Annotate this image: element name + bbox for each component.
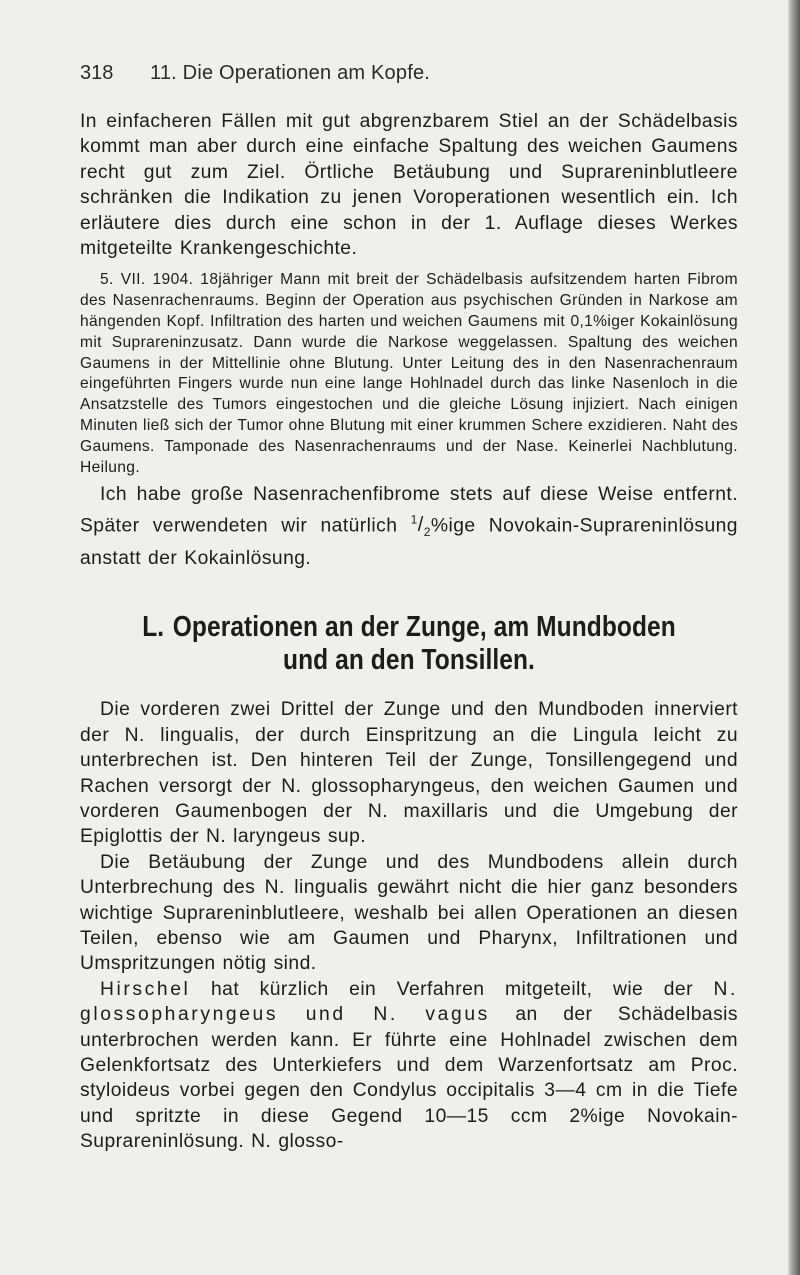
fraction-numerator: 1: [410, 512, 418, 527]
section-letter: L.: [142, 611, 165, 644]
page-edge-shadow: [788, 0, 800, 1275]
paragraph-hirschel: [80, 977, 738, 1155]
fraction-one-half: $^1/_2$: [410, 512, 431, 540]
paragraph-fibroma-removal: [80, 482, 738, 571]
section-heading: [126, 611, 692, 677]
paragraph-anesthesia: Die Betäubung der Zunge und des Mundbodens allein durch Unterbrechung des N. lingualis gewährt nicht die hier ganz besonders wichtige Suprareninblutleere, weshalb bei allen Operationen an diesen Teilen, ebenso wie am Gaumen und Pharynx, Infiltrationen und Umspritzungen nötig sind.: [80, 851, 738, 975]
paragraph-hirschel-text-a: hat kürzlich ein Verfahren mitgeteilt, wie der: [190, 978, 714, 1000]
page-number: 318: [80, 62, 114, 84]
book-page: [80, 62, 738, 1155]
nerve-names-spaced: N. glossopharyngeus und N. vagus: [80, 978, 738, 1026]
paragraph-innervation: Die vorderen zwei Drittel der Zunge und den Mundboden innerviert der N. lingualis, der durch Einspritzung an die Lingula leicht zu unterbrechen ist. Den hinteren Teil der Zunge, Tonsillengegend und Rachen versorgt der N. glossopharyngeus, den weichen Gaumen und vorderen Gaumenbogen der N. maxillaris und die Umgebung der Epiglottis der N. laryngeus sup.: [80, 699, 738, 848]
case-report: 5. VII. 1904. 18jähriger Mann mit breit der Schädelbasis aufsitzendem harten Fibrom des Nasenrachenraums. Beginn der Operation aus psychischen Gründen in Narkose am hängenden Kopf. Infiltration des harten und weichen Gaumens mit 0,1%iger Kokainlösung mit Suprareninzusatz. Dann wurde die Narkose weggelassen. Spaltung des weichen Gaumens in der Mittellinie ohne Blutung. Unter Leitung des in den Nasenrachenraum eingeführten Fingers wurde nun eine lange Hohlnadel durch das linke Nasenloch in die Ansatzstelle des Tumors eingestochen und die gleiche Lösung injiziert. Nach einigen Minuten ließ sich der Tumor ohne Blutung mit einer krummen Schere exzidieren. Naht des Gaumens. Tamponade des Nasenrachenraums und der Nase. Keinerlei Nachblutung. Heilung.: [80, 271, 738, 476]
page-header: [80, 62, 738, 85]
paragraph-intro: In einfacheren Fällen mit gut abgrenzbarem Stiel an der Schädelbasis kommt man aber durch eine einfache Spaltung des weichen Gaumens recht gut zum Ziel. Örtliche Betäubung und Suprareninblutleere schränken die Indikation zu jenen Voroperationen wesentlich ein. Ich erläutere dies durch eine schon in der 1. Auflage dieses Werkes mitgeteilte Krankengeschichte.: [80, 111, 738, 260]
paragraph-hirschel-text-b: an der Schädelbasis unterbrochen werden kann. Er führte eine Hohlnadel zwischen dem Gelenkfortsatz des Unterkiefers und dem Warzenfortsatz am Proc. styloideus vorbei gegen den Condylus occipitalis 3—4 cm in die Tiefe und spritzte in diese Gegend 10—15 ccm 2%ige Novokain-Suprareninlösung. N. glosso-: [80, 1004, 738, 1153]
fraction-denominator: 2: [423, 525, 431, 540]
running-title: 11. Die Operationen am Kopfe.: [150, 62, 431, 84]
section-title: Operationen an der Zunge, am Mundboden und an den Tonsillen.: [172, 611, 676, 677]
paragraph-fibroma-text-a: Ich habe große Nasenrachenfibrome stets auf diese Weise entfernt. Später verwendeten wir natürlich: [80, 484, 738, 537]
paragraph-fibroma-text-b: %ige Novokain-Suprareninlösung anstatt der Kokainlösung.: [80, 515, 738, 569]
author-name-hirschel: Hirschel: [100, 978, 191, 1000]
